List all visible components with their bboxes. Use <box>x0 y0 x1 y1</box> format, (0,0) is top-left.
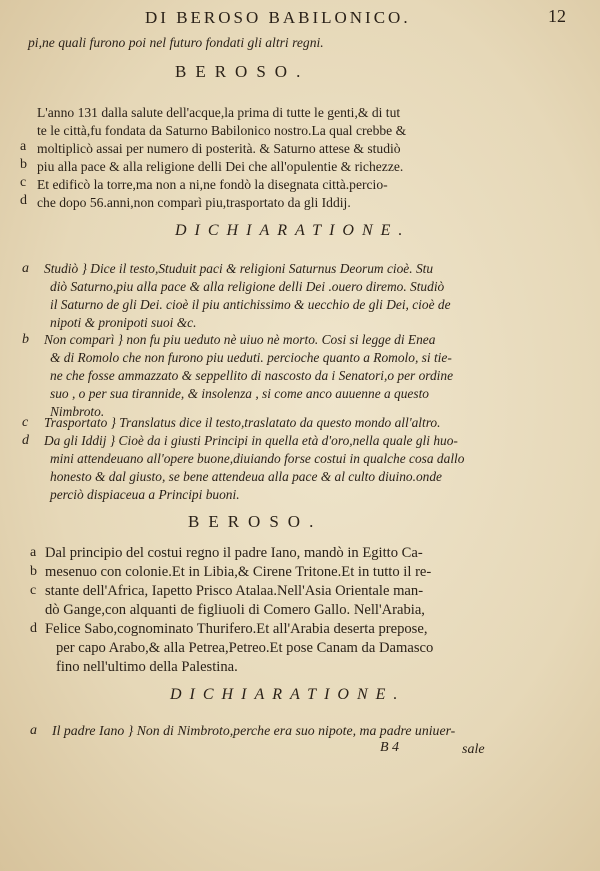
note-line: Non comparì } non fu piu ueduto nè uiuo nè morto. Cosi si legge di Enea <box>44 332 436 347</box>
margin-letter: b <box>22 332 29 347</box>
body-line: piu alla pace & alla religione delli Dei che all'opulentie & richezze. <box>37 159 404 174</box>
body-line: mesenuo con colonie.Et in Libia,& Cirene Tritone.Et in tutto il re- <box>45 564 432 580</box>
note-line: diò Saturno,piu alla pace & alla religione delli Dei .ouero diremo. Studiò <box>50 279 445 294</box>
commentary-heading-1: DICHIARATIONE. <box>175 222 411 239</box>
margin-letter: d <box>20 193 27 208</box>
note-line: Nimbroto. <box>50 404 105 419</box>
note-line: mini attendeuano all'opere buone,diuiando forse costui in qualche cosa dallo <box>50 451 465 466</box>
body-line: che dopo 56.anni,non comparì piu,trasportato da gli Iddij. <box>37 195 351 210</box>
running-title: DI BEROSO BABILONICO. <box>145 8 411 27</box>
margin-letter: a <box>22 261 29 276</box>
signature-mark: B 4 <box>380 740 400 755</box>
margin-letter: a <box>30 545 37 560</box>
note-line: Il padre Iano } Non di Nimbroto,perche era suo nipote, ma padre uniuer- <box>52 723 456 738</box>
body-line: moltiplicò assai per numero di posterità. & Saturno attese & studiò <box>37 141 401 156</box>
body-line: Et edificò la torre,ma non a ni,ne fondò la disegnata città.percio- <box>37 177 388 192</box>
margin-letter: c <box>30 583 37 598</box>
page-number: 12 <box>548 6 566 26</box>
note-line: perciò dispiaceua a Principi buoni. <box>50 487 240 502</box>
note-line: ne che fosse ammazzato & seppellito di nascosto da i Senatori,o per ordine <box>50 368 454 383</box>
body-line: Felice Sabo,cognominato Thurifero.Et all'Arabia deserta prepose, <box>45 621 428 637</box>
note-line: honesto & dal giusto, se bene attendeua alla pace & al culto diuino.onde <box>50 469 442 484</box>
margin-letter: b <box>20 157 27 172</box>
body-line: L'anno 131 dalla salute dell'acque,la prima di tutte le genti,& di tut <box>37 105 401 120</box>
section-heading-beroso-2: BEROSO. <box>188 512 323 531</box>
note-line: & di Romolo che non furono piu ueduti. percioche quanto a Romolo, si tie- <box>50 350 452 365</box>
note-line: Da gli Iddij } Cioè da i giusti Principi in quella età d'oro,nella quale gli huo- <box>44 433 458 448</box>
note-line: Trasportato } Translatus dice il testo,traslatato da questo mondo all'altro. <box>44 415 441 430</box>
commentary-heading-2: DICHIARATIONE. <box>170 686 406 703</box>
margin-letter: c <box>20 175 27 190</box>
carry-over-line: pi,ne quali furono poi nel futuro fondati gli altri regni. <box>28 35 324 50</box>
section-heading-beroso-1: BEROSO. <box>175 62 310 81</box>
body-line: te le città,fu fondata da Saturno Babilonico nostro.La qual crebbe & <box>37 123 407 138</box>
note-line: Studiò } Dice il testo,Studuit paci & religioni Saturnus Deorum cioè. Stu <box>44 261 434 276</box>
body-line: dò Gange,con alquanti de figliuoli di Comero Gallo. Nell'Arabia, <box>45 602 425 618</box>
margin-letter: b <box>30 564 37 579</box>
note-line: il Saturno de gli Dei. cioè il piu antichissimo & uecchio de gli Dei, cioè de <box>50 297 451 312</box>
body-line: per capo Arabo,& alla Petrea,Petreo.Et pose Canam da Damasco <box>56 640 434 656</box>
note-line: nipoti & pronipoti suoi &c. <box>50 315 197 330</box>
body-line: Dal principio del costui regno il padre Iano, mandò in Egitto Ca- <box>45 545 423 561</box>
body-line: fino nell'ultimo della Palestina. <box>56 659 238 675</box>
margin-letter: c <box>22 415 29 430</box>
body-line: stante dell'Africa, Iapetto Prisco Atalaa.Nell'Asia Orientale man- <box>45 583 424 599</box>
margin-letter: d <box>22 433 29 448</box>
margin-letter: a <box>20 139 27 154</box>
catchword: sale <box>462 742 485 757</box>
margin-letter: a <box>30 723 37 738</box>
note-line: suo , o per sua tirannide, & insolenza , si come anco auuenne a questo <box>50 386 429 401</box>
margin-letter: d <box>30 621 37 636</box>
